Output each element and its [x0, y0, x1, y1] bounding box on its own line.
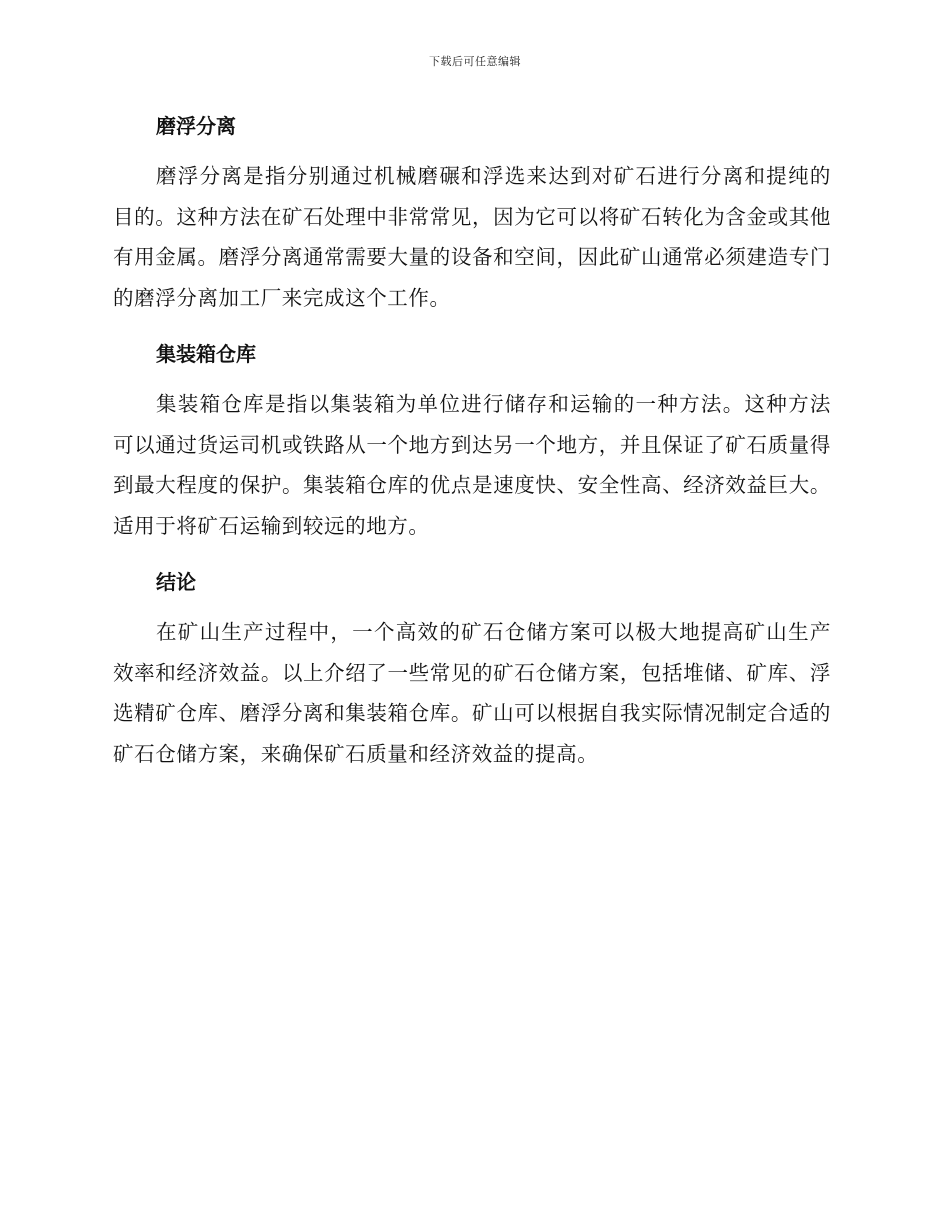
- page-header: 下载后可任意编辑: [429, 55, 521, 68]
- section-paragraph: 磨浮分离是指分别通过机械磨碾和浮选来达到对矿石进行分离和提纯的目的。这种方法在矿石处理中非常常见，因为它可以将矿石转化为含金或其他有用金属。磨浮分离通常需要大量的设备和空间，因此矿山通常必须建造专门的磨浮分离加工厂来完成这个工作。: [113, 164, 831, 310]
- section-paragraph: 在矿山生产过程中，一个高效的矿石仓储方案可以极大地提高矿山生产效率和经济效益。以上介绍了一些常见的矿石仓储方案，包括堆储、矿库、浮选精矿仓库、磨浮分离和集装箱仓库。矿山可以根据自我实际情况制定合适的矿石仓储方案，来确保矿石质量和经济效益的提高。: [113, 620, 831, 766]
- section-paragraph: 集装箱仓库是指以集装箱为单位进行储存和运输的一种方法。这种方法可以通过货运司机或铁路从一个地方到达另一个地方，并且保证了矿石质量得到最大程度的保护。集装箱仓库的优点是速度快、安全性高、经济效益巨大。适用于将矿石运输到较远的地方。: [113, 392, 831, 538]
- section-title: 集装箱仓库: [156, 342, 256, 366]
- section-title: 磨浮分离: [156, 114, 236, 138]
- section-grinding-flotation: [113, 106, 831, 318]
- section-container-warehouse: [113, 334, 831, 546]
- section-conclusion: [113, 562, 831, 774]
- document-body: [113, 106, 831, 774]
- section-title: 结论: [156, 570, 196, 594]
